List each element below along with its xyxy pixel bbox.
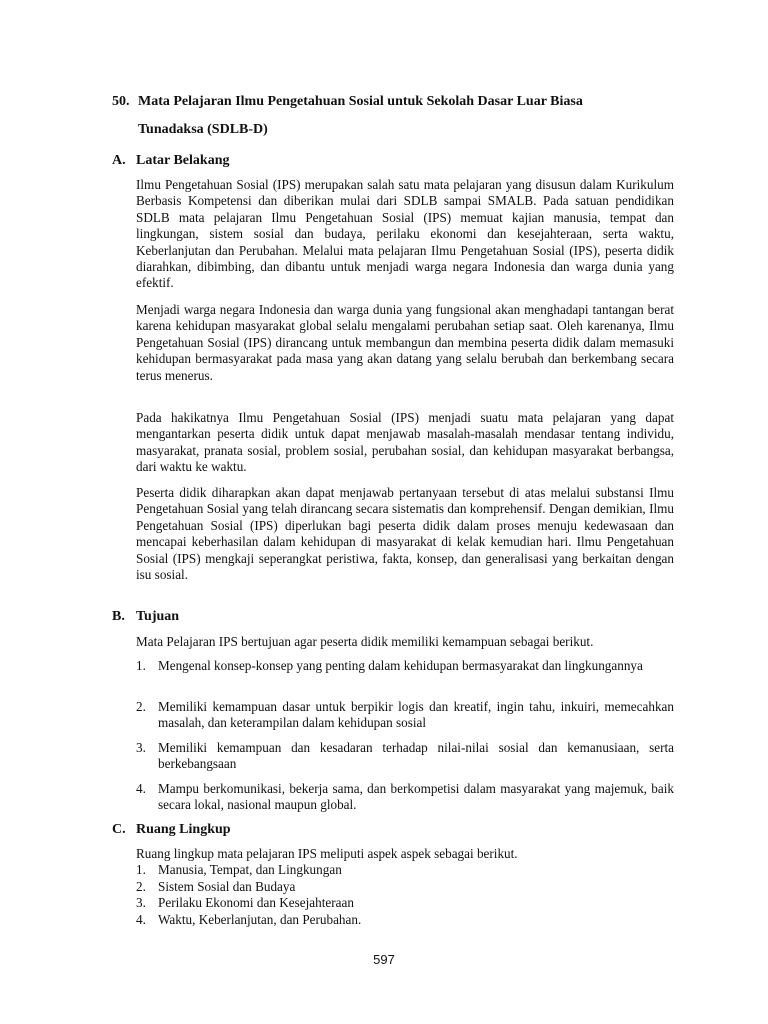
scope-item-number: 4.: [136, 912, 146, 927]
chapter-title: [112, 94, 682, 110]
goal-item-number: 1.: [136, 658, 146, 673]
scope-item-text: Sistem Sosial dan Budaya: [158, 879, 296, 894]
scope-item-text: Manusia, Tempat, dan Lingkungan: [158, 862, 342, 877]
section-a-title: Latar Belakang: [136, 153, 230, 168]
section-b-heading: [112, 609, 179, 625]
scope-item-number: 3.: [136, 895, 146, 910]
scope-item-number: 2.: [136, 879, 146, 894]
goal-item: [136, 699, 674, 732]
section-a-paragraph-4: Peserta didik diharapkan akan dapat menjawab pertanyaan tersebut di atas melalui substansi Ilmu Pengetahuan Sosial yang telah dirancang secara sistematis dan komprehensif. Dengan demikian, Ilmu Pengetahuan Sosial (IPS) diperlukan bagi peserta didik dalam proses menuju kedewasaan dan mencapai keberhasilan dalam kehidupan di masyarakat di kelak kemudian hari. Ilmu Pengetahuan Sosial (IPS) mengkaji seperangkat peristiwa, fakta, konsep, dan generalisasi yang berkaitan dengan isu sosial.: [136, 485, 674, 583]
scope-item: [136, 895, 354, 911]
scope-item: [136, 862, 342, 878]
scope-item-text: Waktu, Keberlanjutan, dan Perubahan.: [158, 912, 362, 927]
goal-item: [136, 740, 674, 773]
scope-item-number: 1.: [136, 862, 146, 877]
goal-item-text: Memiliki kemampuan dan kesadaran terhadap nilai-nilai sosial dan kemanusiaan, serta berkebangsaan: [158, 740, 674, 772]
chapter-number: 50.: [112, 94, 130, 109]
goal-item: [136, 658, 674, 674]
goal-item-number: 4.: [136, 781, 146, 796]
page-number: 597: [373, 952, 395, 967]
section-b-title: Tujuan: [136, 609, 180, 624]
section-a-paragraph-2: Menjadi warga negara Indonesia dan warga dunia yang fungsional akan menghadapi tantangan berat karena kehidupan masyarakat global selalu mengalami perubahan setiap saat. Oleh karenanya, Ilmu Pengetahuan Sosial (IPS) dirancang untuk membangun dan membina peserta didik dalam memasuki kehidupan bermasyarakat pada masa yang akan datang yang selalu berubah dan berkembang secara terus menerus.: [136, 302, 674, 383]
section-a-paragraph-3: Pada hakikatnya Ilmu Pengetahuan Sosial (IPS) menjadi suatu mata pelajaran yang dapat mengantarkan peserta didik untuk dapat menjawab masalah-masalah mendasar tentang individu, masyarakat, pranata sosial, problem sosial, perubahan sosial, dan kehidupan masyarakat berbangsa, dari waktu ke waktu.: [136, 410, 674, 475]
section-c-intro: Ruang lingkup mata pelajaran IPS meliputi aspek aspek sebagai berikut.: [136, 846, 518, 861]
section-b-letter: B.: [112, 609, 125, 624]
goal-item-text: Mengenal konsep-konsep yang penting dalam kehidupan bermasyarakat dan lingkungannya: [158, 658, 643, 673]
section-c-letter: C.: [112, 822, 126, 837]
section-c-title: Ruang Lingkup: [136, 822, 231, 837]
section-b-intro: Mata Pelajaran IPS bertujuan agar peserta didik memiliki kemampuan sebagai berikut.: [136, 634, 594, 649]
goal-item: [136, 781, 674, 814]
goal-item-text: Mampu berkomunikasi, bekerja sama, dan berkompetisi dalam masyarakat yang majemuk, baik secara lokal, nasional maupun global.: [158, 781, 674, 813]
goal-item-number: 3.: [136, 740, 146, 755]
scope-item-text: Perilaku Ekonomi dan Kesejahteraan: [158, 895, 354, 910]
goal-item-number: 2.: [136, 699, 146, 714]
section-c-heading: [112, 822, 231, 838]
goal-item-text: Memiliki kemampuan dasar untuk berpikir logis dan kreatif, ingin tahu, inkuiri, memecahkan masalah, dan keterampilan dalam kehidupan sosial: [158, 699, 674, 731]
chapter-title-line1: Mata Pelajaran Ilmu Pengetahuan Sosial untuk Sekolah Dasar Luar Biasa: [138, 94, 583, 109]
section-a-heading: [112, 153, 229, 169]
scope-item: [136, 879, 295, 895]
scope-item: [136, 912, 361, 928]
chapter-title-line2: Tunadaksa (SDLB-D): [138, 122, 268, 137]
section-a-paragraph-1: Ilmu Pengetahuan Sosial (IPS) merupakan salah satu mata pelajaran yang disusun dalam Kurikulum Berbasis Kompetensi dan diberikan mulai dari SDLB sampai SMALB. Pada satuan pendidikan SDLB mata pelajaran Ilmu Pengetahuan Sosial (IPS) memuat kajian manusia, tempat dan lingkungan, sistem sosial dan budaya, perilaku ekonomi dan kesejahteraan, serta waktu, Keberlanjutan dan Perubahan. Melalui mata pelajaran Ilmu Pengetahuan Sosial (IPS), peserta didik diarahkan, dibimbing, dan dibantu untuk menjadi warga negara Indonesia dan warga dunia yang efektif.: [136, 177, 674, 291]
section-a-letter: A.: [112, 153, 126, 168]
